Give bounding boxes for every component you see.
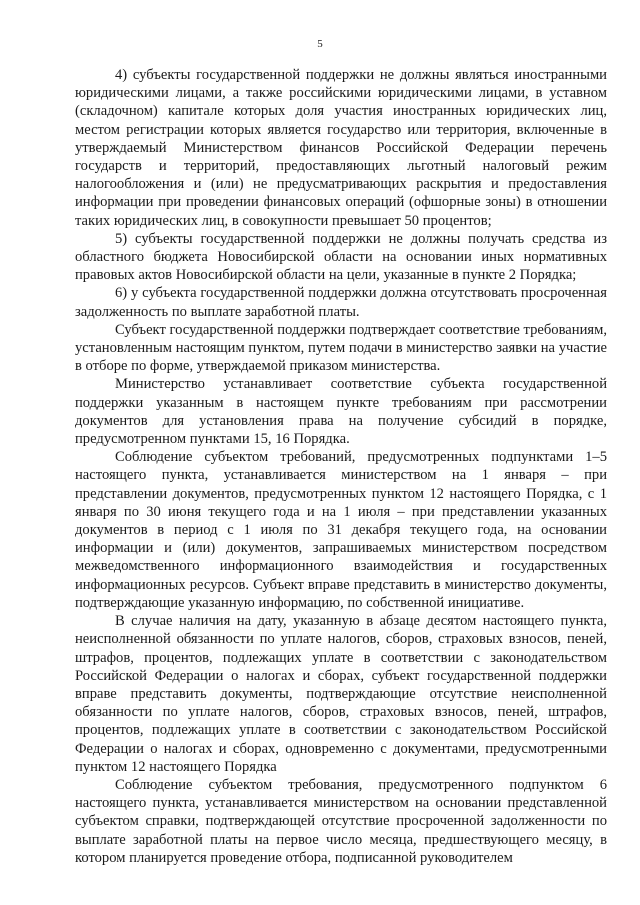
paragraph-confirmation: Субъект государственной поддержки подтверждает соответствие требованиям, установленным настоящим пунктом, путем подачи в министерство заявки на участие в отборе по форме, утверждаемой приказом министерства. bbox=[75, 321, 607, 375]
paragraph-tax-debt: В случае наличия на дату, указанную в абзаце десятом настоящего пункта, неисполненной обязанности по уплате налогов, сборов, страховых взносов, пеней, штрафов, процентов, подлежащих уплате в соответствии с законодательством Российской Федерации о налогах и сборах, субъект государственной поддержки вправе представить документы, подтверждающие отсутствие неисполненной обязанности по уплате налогов, сборов, страховых взносов, пеней, штрафов, процентов, подлежащих уплате в соответствии с законодательством Российской Федерации о налогах и сборах, одновременно с документами, предусмотренными пунктом 12 настоящего Порядка bbox=[75, 613, 607, 775]
paragraph-item-4: 4) субъекты государственной поддержки не должны являться иностранными юридическими лицами, а также российскими юридическими лицами, в уставном (складочном) капитале которых доля участия иностранных юридических лиц, местом регистрации которых является государство или территория, включенные в утверждаемый Министерством финансов Российской Федерации перечень государств и территорий, предоставляющих льготный налоговый режим налогообложения и (или) не предусматривающих раскрытия и предоставления информации при проведении финансовых операций (офшорные зоны) в отношении таких юридических лиц, в совокупности превышает 50 процентов; bbox=[75, 67, 607, 229]
paragraph-item-6: 6) у субъекта государственной поддержки должна отсутствовать просроченная задолженность по выплате заработной платы. bbox=[75, 285, 607, 320]
document-body bbox=[75, 66, 607, 867]
paragraph-compliance-1-5: Соблюдение субъектом требований, предусмотренных подпунктами 1–5 настоящего пункта, устанавливается министерством на 1 января – при представлении документов, предусмотренных пунктом 12 настоящего Порядка, с 1 января по 30 июня текущего года и на 1 июля – при представлении указанных документов в период с 1 июля по 31 декабря текущего года, на основании информации и (или) документов, запрашиваемых министерством посредством межведомственного информационного взаимодействия и государственных информационных ресурсов. Субъект вправе представить в министерство документы, подтверждающие указанную информацию, по собственной инициативе. bbox=[75, 449, 607, 611]
paragraph-ministry-check: Министерство устанавливает соответствие субъекта государственной поддержки указанным в настоящем пункте требованиям при рассмотрении документов для установления права на получение субсидий в порядке, предусмотренном пунктами 15, 16 Порядка. bbox=[75, 376, 607, 448]
paragraph-compliance-6: Соблюдение субъектом требования, предусмотренного подпунктом 6 настоящего пункта, устанавливается министерством на основании представленной субъектом справки, подтверждающей отсутствие просроченной задолженности по выплате заработной платы на первое число месяца, предшествующего месяцу, в котором планируется проведение отбора, подписанной руководителем bbox=[75, 776, 607, 866]
page-number: 5 bbox=[317, 38, 323, 50]
paragraph-item-5: 5) субъекты государственной поддержки не должны получать средства из областного бюджета Новосибирской области на основании иных нормативных правовых актов Новосибирской области на цели, указанные в пункте 2 Порядка; bbox=[75, 230, 607, 284]
